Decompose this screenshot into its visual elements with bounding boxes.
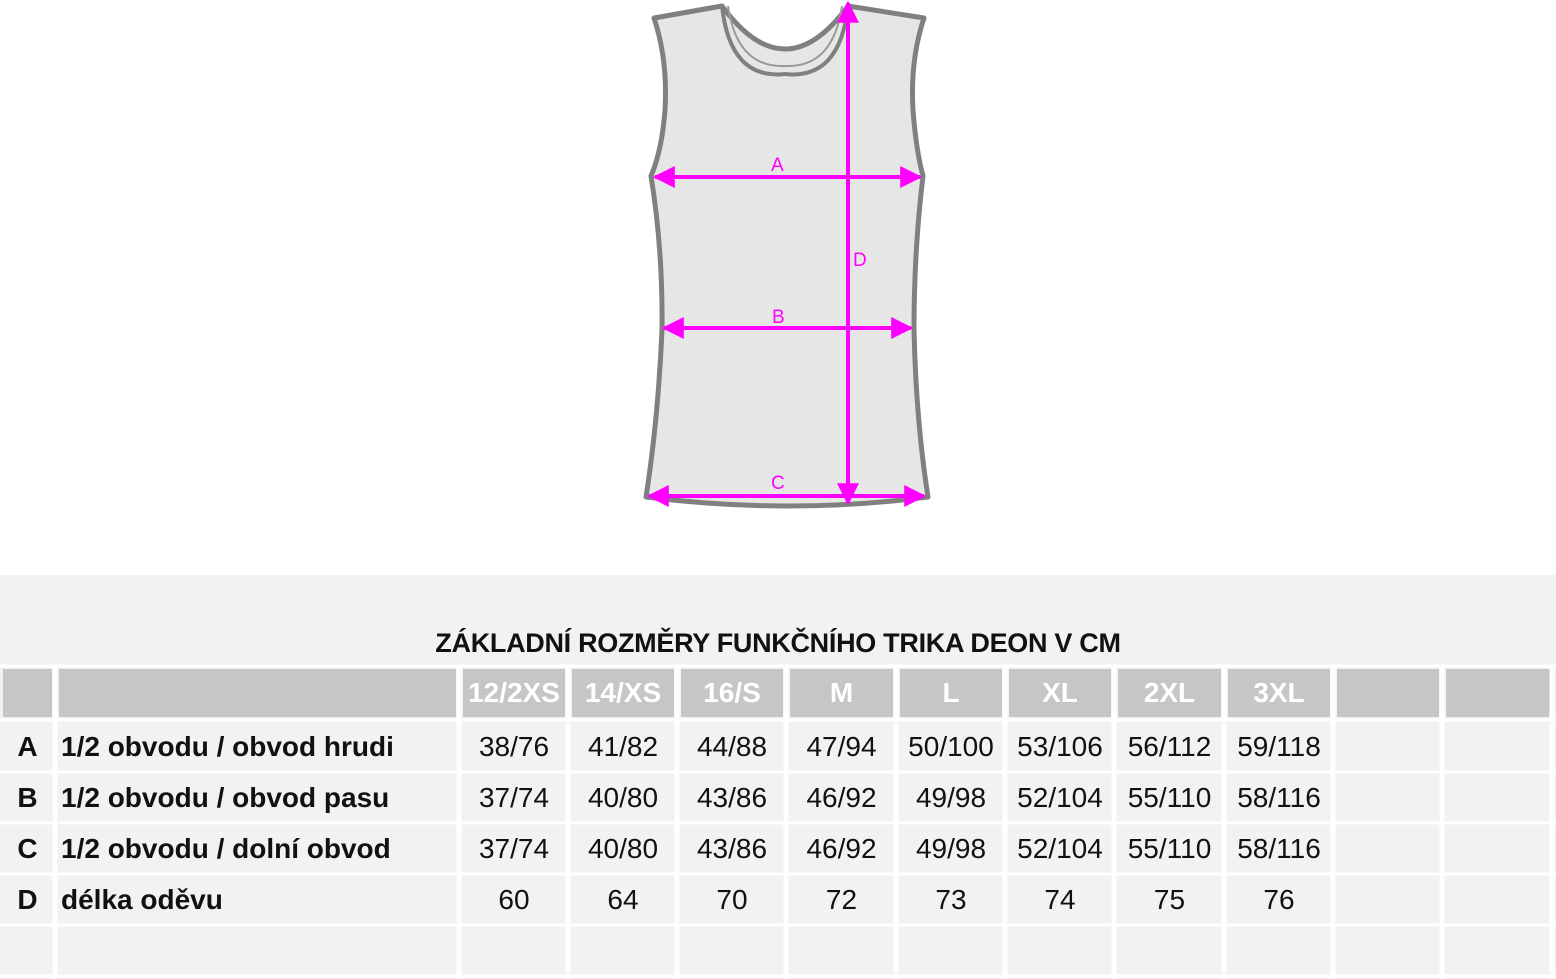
table-cell: 55/110 — [1118, 775, 1221, 820]
header-corner — [3, 669, 52, 717]
row-label: délka oděvu — [61, 883, 223, 915]
header-size-m: M — [790, 669, 893, 717]
table-cell-empty — [900, 928, 1002, 973]
table-cell-empty — [1337, 724, 1439, 769]
table-cell: 46/92 — [790, 775, 893, 820]
row-label: 1/2 obvodu / dolní obvod — [61, 832, 391, 864]
table-cell: 40/80 — [572, 826, 674, 871]
table-cell-empty — [572, 928, 674, 973]
table-cell: 64 — [572, 877, 674, 922]
table-cell-empty — [1446, 928, 1550, 973]
table-cell-empty — [463, 928, 565, 973]
table-cell-empty — [3, 928, 52, 973]
table-cell: 73 — [900, 877, 1002, 922]
table-cell: 74 — [1009, 877, 1111, 922]
row-label: 1/2 obvodu / obvod pasu — [61, 781, 390, 813]
table-cell: 47/94 — [790, 724, 893, 769]
table-cell: 60 — [463, 877, 565, 922]
table-cell: 52/104 — [1009, 826, 1111, 871]
table-cell: 56/112 — [1118, 724, 1221, 769]
row-letter: B — [17, 781, 38, 813]
table-cell-empty — [1446, 826, 1550, 871]
table-cell-empty — [1446, 877, 1550, 922]
table-cell: 59/118 — [1228, 724, 1330, 769]
header-size-12-2xs: 12/2XS — [463, 669, 565, 717]
table-cell: 43/86 — [681, 775, 783, 820]
table-title: ZÁKLADNÍ ROZMĚRY FUNKČNÍHO TRIKA DEON V CM — [435, 628, 1121, 658]
label-d: D — [853, 250, 867, 271]
table-cell-empty — [59, 928, 456, 973]
table-cell: 49/98 — [900, 826, 1002, 871]
header-empty — [1446, 669, 1550, 717]
table-cell-empty — [1337, 826, 1439, 871]
table-cell: 52/104 — [1009, 775, 1111, 820]
header-size-3xl: 3XL — [1228, 669, 1330, 717]
row-letter: A — [17, 730, 38, 762]
row-letter: C — [17, 832, 38, 864]
table-cell-empty — [1337, 775, 1439, 820]
header-empty — [1337, 669, 1439, 717]
label-c: C — [771, 473, 785, 494]
table-cell: 46/92 — [790, 826, 893, 871]
table-cell-empty — [1446, 724, 1550, 769]
table-cell-empty — [1009, 928, 1111, 973]
table-cell-empty — [1446, 775, 1550, 820]
table-cell: 37/74 — [463, 775, 565, 820]
header-size-14-xs: 14/XS — [572, 669, 674, 717]
header-size-2xl: 2XL — [1118, 669, 1221, 717]
tank-top-outline — [646, 6, 928, 506]
table-cell: 70 — [681, 877, 783, 922]
table-cell: 55/110 — [1118, 826, 1221, 871]
table-cell: 72 — [790, 877, 893, 922]
table-cell: 75 — [1118, 877, 1221, 922]
header-size-16-s: 16/S — [681, 669, 783, 717]
table-cell: 38/76 — [463, 724, 565, 769]
header-size-xl: XL — [1009, 669, 1111, 717]
table-cell-empty — [1337, 928, 1439, 973]
header-label — [59, 669, 456, 717]
header-size-l: L — [900, 669, 1002, 717]
table-cell: 49/98 — [900, 775, 1002, 820]
table-cell: 50/100 — [900, 724, 1002, 769]
table-cell: 53/106 — [1009, 724, 1111, 769]
table-cell-empty — [790, 928, 893, 973]
table-cell: 58/116 — [1228, 775, 1330, 820]
table-cell-empty — [1228, 928, 1330, 973]
table-cell: 76 — [1228, 877, 1330, 922]
table-cell: 41/82 — [572, 724, 674, 769]
table-cell: 40/80 — [572, 775, 674, 820]
table-cell: 58/116 — [1228, 826, 1330, 871]
table-cell-empty — [1337, 877, 1439, 922]
table-cell: 43/86 — [681, 826, 783, 871]
table-cell-empty — [681, 928, 783, 973]
row-letter: D — [17, 883, 38, 915]
label-b: B — [772, 307, 785, 328]
label-a: A — [771, 155, 784, 176]
row-label: 1/2 obvodu / obvod hrudi — [61, 730, 394, 762]
table-cell: 37/74 — [463, 826, 565, 871]
table-cell-empty — [1118, 928, 1221, 973]
table-cell: 44/88 — [681, 724, 783, 769]
